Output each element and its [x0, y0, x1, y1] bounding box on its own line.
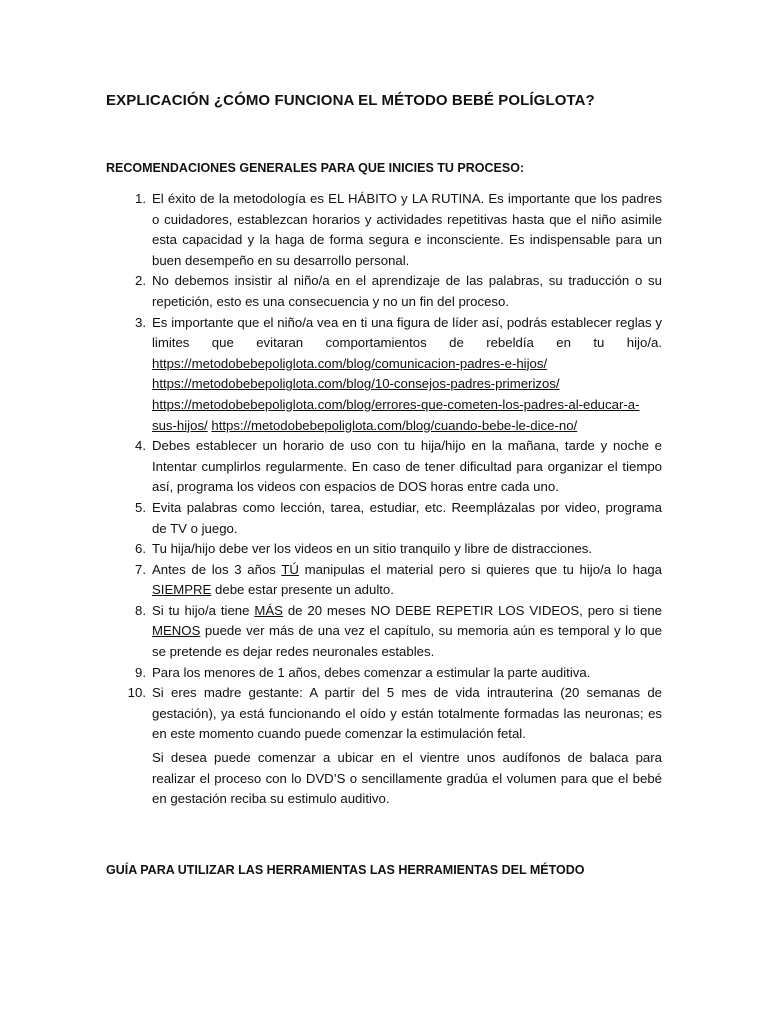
list-item	[124, 539, 662, 560]
item-text-part: debe estar presente un adulto.	[211, 582, 394, 598]
item-number: 6 .	[124, 539, 146, 560]
item-text: Para los menores de 1 años, debes comenzar a estimular la parte auditiva.	[152, 664, 591, 680]
link-errores-que-cometen-los-padres[interactable]: https://metodobebepoliglota.com/blog/errores-que-cometen-los-padres-al-educar-a-sus-hijos/	[152, 396, 640, 433]
item-text: El éxito de la metodología es EL HÁBITO y LA RUTINA. Es importante que los padres o cuidadores, establezcan horarios y actividades repetitivas hasta que el niño asimile esta capacidad y la haga de forma segura e inconsciente. Es indispensable para un buen desempeño en su desarrollo personal.	[152, 191, 662, 268]
item-extra-text: Si desea puede comenzar a ubicar en el vientre unos audífonos de balaca para realizar el proceso con lo DVD’S o sencillamente gradúa el volumen para que el bebé en gestación reciba su estimulo auditivo.	[152, 750, 662, 807]
document-title: EXPLICACIÓN ¿CÓMO FUNCIONA EL MÉTODO BEBÉ POLÍGLOTA?	[106, 92, 595, 109]
item-number: 3 .	[124, 313, 146, 334]
item-text: Es importante que el niño/a vea en ti una figura de líder así, podrás establecer reglas y limites que evitaran comportamientos de rebeldía en tu hijo/a.	[152, 314, 662, 351]
link-cuando-bebe-le-dice-no[interactable]: https://metodobebepoliglota.com/blog/cuando-bebe-le-dice-no/	[211, 417, 578, 433]
item-text-part: manipulas el material pero si quieres que tu hijo/a lo haga	[298, 561, 662, 577]
underlined-text: MENOS	[152, 623, 201, 639]
item-text-part: Si tu hijo/a tiene	[152, 602, 255, 618]
list-item	[124, 271, 662, 312]
item-text: Si eres madre gestante: A partir del 5 mes de vida intrauterina (20 semanas de gestación), ya está funcionando el oído y están totalmente formadas las neuronas; es en este momento cuando puede comenzar la estimulación fetal.	[152, 685, 662, 742]
item-number: 8 .	[124, 601, 146, 622]
item-number: 4 .	[124, 436, 146, 457]
item-number: 9 .	[124, 663, 146, 684]
list-item	[124, 601, 662, 663]
underlined-text: MÁS	[254, 602, 283, 618]
item-number: 10 .	[124, 683, 146, 704]
item-text: Debes establecer un horario de uso con tu hija/hijo en la mañana, tarde y noche e Intentar cumplirlos regularmente. En caso de tener dificultad para organizar el tiempo así, programa los videos con espacios de DOS horas entre cada uno.	[152, 438, 662, 495]
item-text: No debemos insistir al niño/a en el aprendizaje de las palabras, su traducción o su repetición, esto es una consecuencia y no un fin del proceso.	[152, 273, 662, 309]
item-text: Tu hija/hijo debe ver los videos en un sitio tranquilo y libre de distracciones.	[152, 541, 593, 557]
item-number: 1 .	[124, 189, 146, 210]
list-item	[124, 663, 662, 684]
list-item	[124, 683, 662, 810]
list-item	[124, 436, 662, 498]
item-text-part: Antes de los 3 años	[152, 561, 282, 577]
item-text: Evita palabras como lección, tarea, estudiar, etc. Reemplázalas por video, programa de TV o juego.	[152, 499, 662, 536]
item-number: 5 .	[124, 498, 146, 519]
underlined-text: TÚ	[281, 561, 299, 577]
guide-heading: GUÍA PARA UTILIZAR LAS HERRAMIENTAS LAS HERRAMIENTAS DEL MÉTODO	[106, 863, 585, 877]
list-item	[124, 498, 662, 539]
link-10-consejos-padres-primerizos[interactable]: https://metodobebepoliglota.com/blog/10-consejos-padres-primerizos/	[152, 376, 560, 392]
item-number: 2 .	[124, 271, 146, 292]
underlined-text: SIEMPRE	[152, 582, 212, 598]
recommendations-list	[124, 189, 662, 810]
list-item	[124, 560, 662, 601]
item-number: 7 .	[124, 560, 146, 581]
list-item	[124, 313, 662, 437]
recommendations-heading: RECOMENDACIONES GENERALES PARA QUE INICIES TU PROCESO:	[106, 161, 525, 175]
list-item	[124, 189, 662, 271]
link-comunicacion-padres-e-hijos[interactable]: https://metodobebepoliglota.com/blog/comunicacion-padres-e-hijos/	[152, 355, 548, 371]
item-text-part: de 20 meses NO DEBE REPETIR LOS VIDEOS, pero si tiene	[282, 602, 662, 618]
item-text-part: puede ver más de una vez el capítulo, su memoria aún es temporal y lo que se pretende es dejar redes neuronales estables.	[152, 623, 662, 660]
